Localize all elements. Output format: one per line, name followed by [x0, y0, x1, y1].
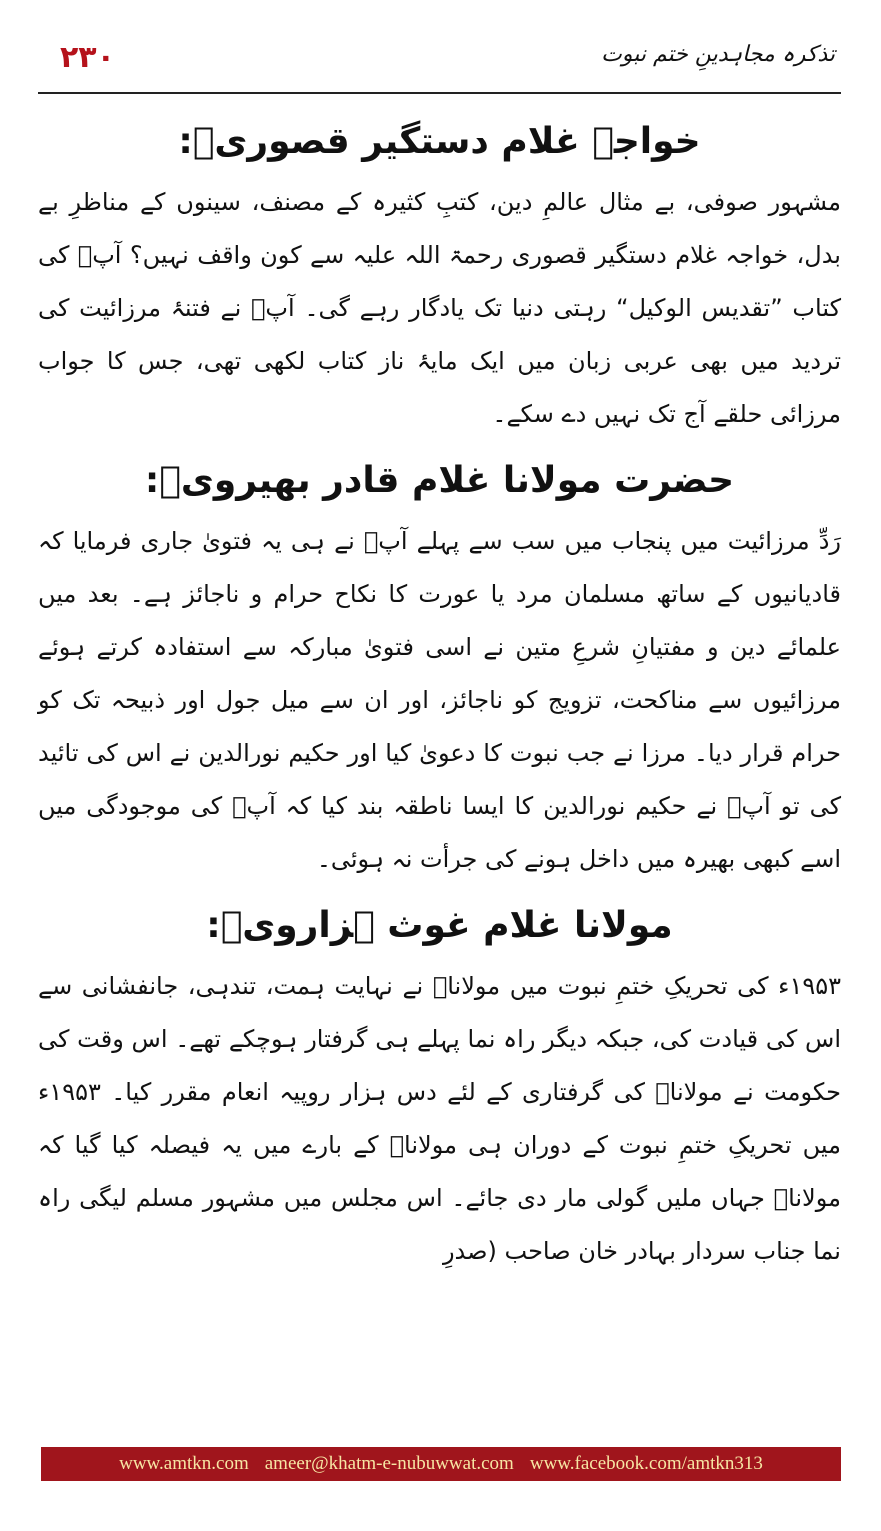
- section-heading-hazarvi: مولانا غلام غوث ہزارویؒ:: [206, 905, 673, 946]
- section-paragraph-hazarvi: ۱۹۵۳ء کی تحریکِ ختمِ نبوت میں مولاناؒ نے نہایت ہمت، تندہی، جانفشانی سے اس کی قیادت کی، جبکہ دیگر راہ نما پہلے ہی گرفتار ہوچکے تھے۔ اس وقت کی حکومت نے مولاناؒ کی گرفتاری کے لئے دس ہزار روپیہ انعام مقرر کیا۔ ۱۹۵۳ء میں تحریکِ ختمِ نبوت کے دوران ہی مولاناؒ کے بارے میں یہ فیصلہ کیا گیا کہ مولاناؒ جہاں ملیں گولی مار دی جائے۔ اس مجلس میں مشہور مسلم لیگی راہ نما جناب سردار بہادر خان صاحب (صدرِ: [38, 972, 841, 1265]
- running-title: تذکرہ مجاہدینِ ختم نبوت: [601, 42, 835, 67]
- footer-website-link[interactable]: www.amtkn.com: [119, 1453, 249, 1474]
- section-paragraph-qasuri: مشہور صوفی، بے مثال عالمِ دین، کتبِ کثیرہ کے مصنف، سینوں کے مناظرِ بے بدل، خواجہ غلام دستگیر قصوری رحمۃ اللہ علیہ سے کون واقف نہیں؟ آپؒ کی کتاب ”تقدیس الوکیل“ رہتی دنیا تک یادگار رہے گی۔ آپؒ نے فتنۂ مرزائیت کی تردید میں بھی عربی زبان میں ایک مایۂ ناز کتاب لکھی تھی، جس کا جواب مرزائی حلقے آج تک نہیں دے سکے۔: [38, 188, 842, 428]
- section-paragraph-bhervi: رَدِّ مرزائیت میں پنجاب میں سب سے پہلے آپؒ نے ہی یہ فتویٰ جاری فرمایا کہ قادیانیوں کے ساتھ مسلمان مرد یا عورت کا نکاح حرام و ناجائز ہے۔ بعد میں علمائے دین و مفتیانِ شرعِ متین نے اسی فتویٰ مبارکہ سے استفادہ کرتے ہوئے مرزائیوں سے مناکحت، تزویج کو ناجائز، اور ان سے میل جول اور ذبیحہ تک کو حرام قرار دیا۔ مرزا نے جب نبوت کا دعویٰ کیا اور حکیم نورالدین نے اس کی تائید کی تو آپؒ نے حکیم نورالدین کا ایسا ناطقہ بند کیا کہ آپؒ کی موجودگی میں اسے کبھی بھیرہ میں داخل ہونے کی جرأت نہ ہوئی۔: [38, 527, 841, 873]
- header-divider: [38, 92, 841, 94]
- page-body: [38, 108, 841, 1284]
- page-number: ۲۳۰: [60, 40, 115, 75]
- footer-facebook-link[interactable]: www.facebook.com/amtkn313: [529, 1453, 763, 1474]
- footer-bar: [41, 1447, 841, 1481]
- section-heading-qasuri: خواجہ غلام دستگیر قصوریؒ:: [178, 121, 701, 162]
- footer-email-link[interactable]: ameer@khatm-e-nubuwwat.com: [264, 1453, 514, 1474]
- page-header: [38, 30, 841, 92]
- section-heading-bhervi: حضرت مولانا غلام قادر بھیرویؒ:: [144, 460, 735, 501]
